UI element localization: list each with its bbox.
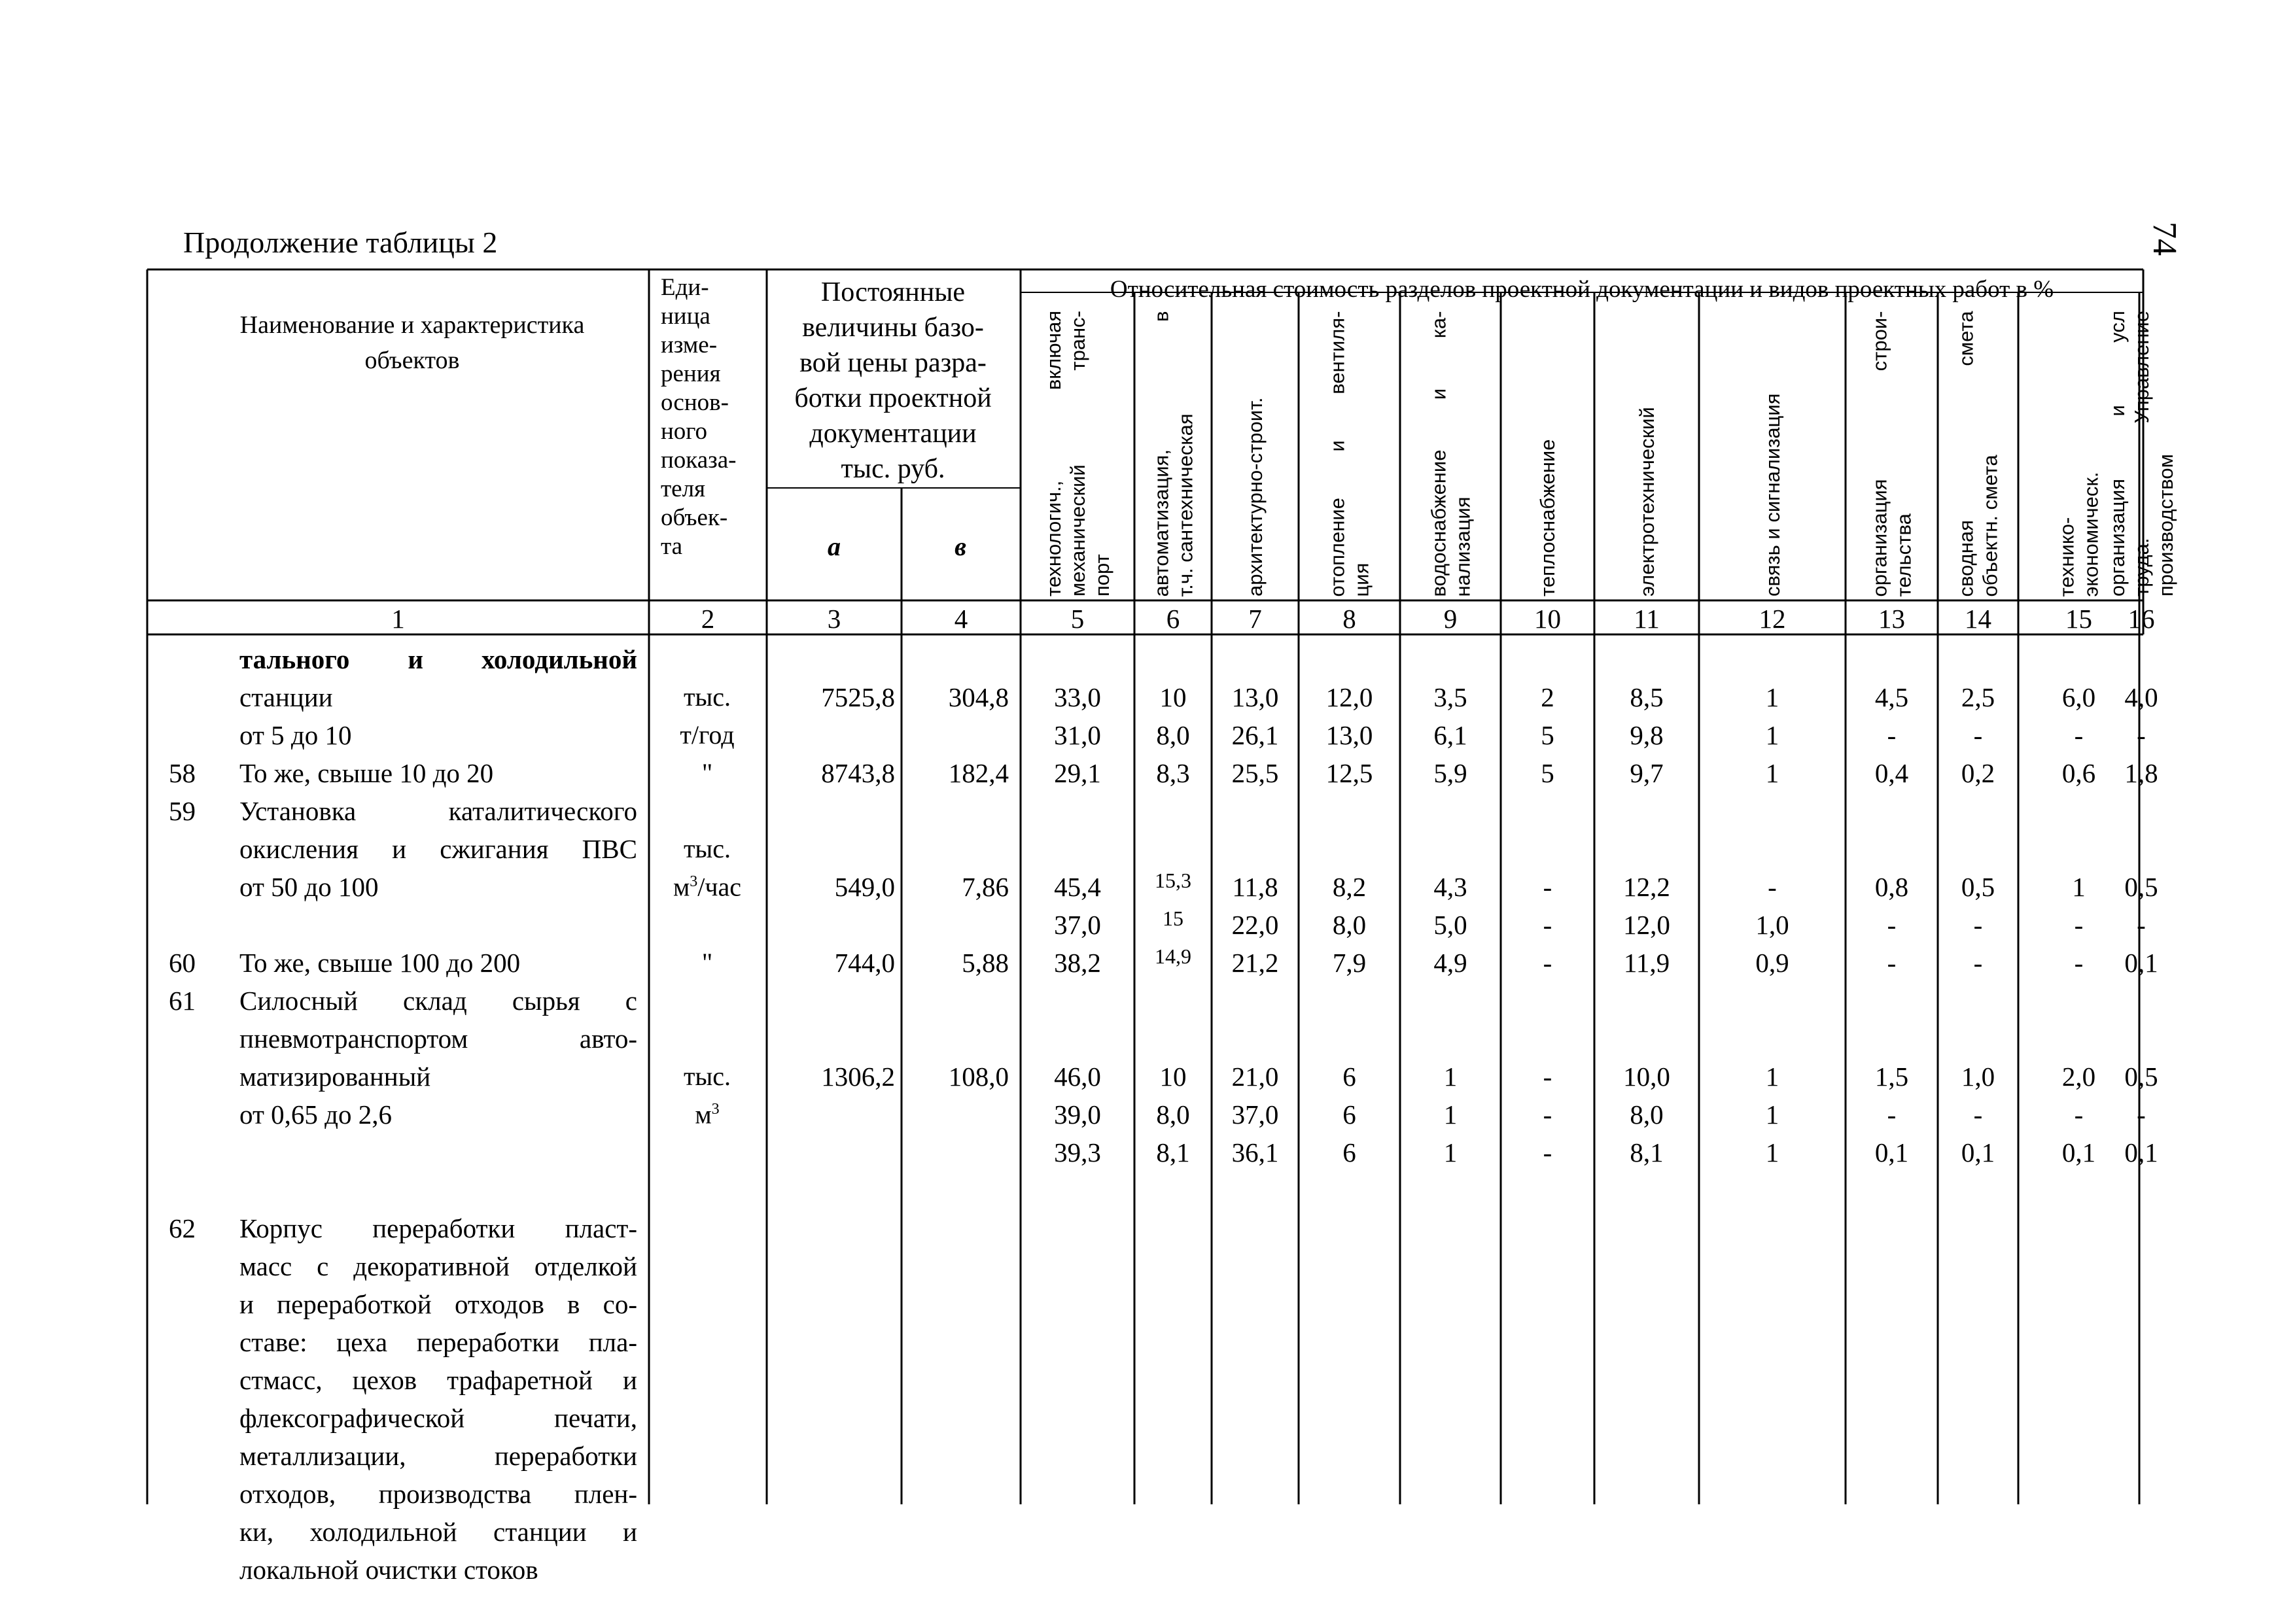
value-cell: 12,0 [1623, 910, 1670, 940]
value-cell: - [1887, 1099, 1897, 1130]
column-number: 7 [1248, 604, 1262, 634]
value-cell: 1 [1765, 682, 1779, 712]
section-header-15 [2055, 298, 2103, 596]
unit-cell: " [701, 948, 713, 977]
unit-rest: /час [697, 872, 742, 902]
object-name-line: флексографической печати, [239, 1403, 637, 1433]
value-cell: 9,7 [1630, 758, 1664, 788]
unit-cell [695, 1101, 719, 1128]
section-header-line: технологич., включая [1042, 311, 1065, 596]
value-cell: 5,0 [1433, 910, 1467, 940]
value-cell: 0,1 [2061, 1137, 2096, 1167]
section-header-line: связь и сигнализация [1761, 393, 1784, 596]
header-constant-line: величины базо- [802, 313, 984, 343]
value-cell: 10 [1159, 1062, 1187, 1092]
value-cell: 25,5 [1231, 758, 1279, 788]
row-number: 62 [169, 1213, 196, 1243]
value-cell: 11,9 [1623, 948, 1670, 978]
value-cell: 39,3 [1054, 1137, 1101, 1167]
value-cell: 9,8 [1630, 720, 1664, 750]
row-number: 59 [169, 796, 196, 826]
section-header-line: технико- [2055, 517, 2078, 596]
value-cell: 0,5 [1961, 872, 1995, 902]
value-cell: 0,4 [1874, 758, 1909, 788]
header-unit-line: теля [661, 475, 706, 502]
value-cell: 12,0 [1325, 682, 1373, 712]
object-name-line: и переработкой отходов в со- [239, 1289, 637, 1319]
object-name-line: масс с декоративной отделкой [239, 1251, 637, 1281]
column-number: 9 [1443, 604, 1458, 634]
value-cell: 1 [1765, 1062, 1779, 1092]
column-number: 13 [1878, 604, 1905, 634]
section-header-16 [2105, 298, 2178, 596]
value-cell: - [1973, 720, 1983, 750]
section-header-line: организация и усл [2105, 311, 2129, 596]
column-number: 15 [2065, 604, 2092, 634]
table-caption: Продолжение таблицы 2 [183, 226, 498, 259]
value-cell: 13,0 [1325, 720, 1373, 750]
value-cell: 0,1 [2124, 1137, 2158, 1167]
section-header-10 [1535, 298, 1560, 596]
section-header-line: водоснабжение и ка- [1427, 311, 1450, 596]
object-name-line: Корпус переработки пласт- [239, 1213, 637, 1243]
value-cell: - [1768, 872, 1777, 902]
value-cell: 8,1 [1630, 1137, 1664, 1167]
section-header-line: нализация [1451, 496, 1474, 596]
section-header-line: объектн. смета [1978, 454, 2002, 596]
object-name-line: ставе: цеха переработки пла- [239, 1327, 637, 1357]
object-name-line: от 0,65 до 2,6 [239, 1099, 392, 1130]
value-cell: 4,5 [1874, 682, 1909, 712]
value-cell: 182,4 [948, 758, 1009, 788]
value-cell: 1 [1443, 1137, 1458, 1167]
section-header-5 [1042, 298, 1114, 596]
value-cell: 8,0 [1156, 720, 1190, 750]
value-cell: 10,0 [1623, 1062, 1670, 1092]
value-cell: 45,4 [1054, 872, 1101, 902]
value-cell: - [2074, 1099, 2084, 1130]
value-cell: 1306,2 [821, 1062, 895, 1092]
object-name-line: Силосный склад сырья с [239, 986, 637, 1016]
unit-cell: т/год [680, 720, 735, 750]
value-cell: - [1543, 1137, 1552, 1167]
object-name-line: тального и холодильной [239, 644, 637, 674]
value-cell: 2,5 [1961, 682, 1995, 712]
value-cell: 6 [1342, 1099, 1356, 1130]
header-unit-line: показа- [661, 447, 737, 474]
section-header-line: труда. Управление [2129, 311, 2153, 596]
value-cell: 0,1 [1961, 1137, 1995, 1167]
row-number: 61 [169, 986, 196, 1016]
value-cell: 1,0 [1961, 1062, 1995, 1092]
section-header-line: механический транс- [1066, 311, 1089, 596]
header-unit-line: основ- [661, 389, 729, 416]
value-cell: 4,0 [2124, 682, 2158, 712]
value-cell: 8,5 [1630, 682, 1664, 712]
section-header-line: отопление и вентиля- [1325, 311, 1349, 596]
value-cell: - [1543, 948, 1552, 978]
value-cell: - [2137, 1099, 2146, 1130]
column-number: 3 [827, 604, 841, 634]
row-number: 60 [169, 948, 196, 978]
header-constant-line: тыс. руб. [841, 454, 945, 484]
value-cell: - [2137, 720, 2146, 750]
section-header-line: автоматизация, в [1149, 311, 1172, 596]
value-cell: 10 [1159, 682, 1187, 712]
section-header-line: теплоснабжение [1536, 439, 1559, 596]
section-header-7 [1243, 298, 1267, 596]
value-cell: - [1973, 910, 1983, 940]
object-name-line: отходов, производства плен- [239, 1479, 637, 1509]
value-cell: 5,88 [962, 948, 1009, 978]
section-header-9 [1426, 298, 1475, 596]
object-name-line: То же, свыше 100 до 200 [239, 948, 521, 978]
value-cell: 21,0 [1231, 1062, 1279, 1092]
object-name-line: от 50 до 100 [239, 872, 379, 902]
value-cell: 6 [1342, 1062, 1356, 1092]
value-cell: 8,0 [1630, 1099, 1664, 1130]
value-cell: - [2074, 910, 2084, 940]
value-cell: - [1973, 1099, 1983, 1130]
value-cell: 5 [1541, 720, 1554, 750]
value-cell: 8,3 [1156, 758, 1190, 788]
unit-base: м [673, 872, 690, 902]
value-cell: - [1543, 872, 1552, 902]
column-number: 16 [2128, 604, 2155, 634]
value-cell: 5,9 [1433, 758, 1467, 788]
value-cell: 22,0 [1231, 910, 1279, 940]
value-cell: 1,8 [2124, 758, 2158, 788]
column-number: 5 [1070, 604, 1085, 634]
section-header-line: тельства [1892, 513, 1916, 596]
value-cell: 8,0 [1156, 1099, 1190, 1130]
value-cell: - [2137, 910, 2146, 940]
value-cell: 26,1 [1231, 720, 1279, 750]
value-cell: 0,2 [1961, 758, 1995, 788]
value-cell: 36,1 [1231, 1137, 1279, 1167]
value-cell: 0,8 [1874, 872, 1909, 902]
object-name-line: Установка каталитического [239, 796, 637, 826]
object-name-line: стмасс, цехов трафаретной и [239, 1365, 637, 1395]
value-cell: 15,3 [1155, 869, 1191, 892]
value-cell: 0,1 [2124, 948, 2158, 978]
value-cell: 21,2 [1231, 948, 1279, 978]
section-header-line: ция [1350, 562, 1373, 596]
column-number: 4 [954, 604, 968, 634]
header-unit-line: рения [661, 360, 721, 387]
section-header-line: порт [1090, 554, 1113, 596]
value-cell: 2,0 [2061, 1062, 2096, 1092]
value-cell: 8,0 [1332, 910, 1367, 940]
value-cell: - [1887, 948, 1897, 978]
value-cell: 304,8 [948, 682, 1009, 712]
page-number: 74 [2146, 222, 2183, 256]
section-header-line: электротехнический [1635, 407, 1658, 596]
object-name-line: от 5 до 10 [239, 720, 352, 750]
header-col-b: в [955, 532, 966, 561]
value-cell: 8743,8 [821, 758, 895, 788]
value-cell: 549,0 [834, 872, 895, 902]
value-cell: 31,0 [1054, 720, 1101, 750]
unit-superscript: 3 [711, 1101, 720, 1118]
value-cell: - [1887, 720, 1897, 750]
header-constant-line: документации [809, 419, 977, 449]
column-number: 6 [1166, 604, 1180, 634]
object-name-line: То же, свыше 10 до 20 [239, 758, 494, 788]
unit-base: м [695, 1099, 712, 1130]
header-col-a: а [828, 532, 841, 561]
value-cell: - [1543, 910, 1552, 940]
value-cell: 39,0 [1054, 1099, 1101, 1130]
unit-cell: тыс. [683, 682, 731, 712]
column-number: 14 [1965, 604, 1991, 634]
column-number: 11 [1634, 604, 1660, 634]
value-cell: - [1543, 1062, 1552, 1092]
value-cell: 744,0 [834, 948, 895, 978]
header-constant-line: вой цены разра- [799, 348, 987, 378]
value-cell: 33,0 [1054, 682, 1101, 712]
object-name-line: окисления и сжигания ПВС [239, 834, 637, 864]
section-header-line: организация строи- [1868, 311, 1891, 596]
value-cell: - [2074, 948, 2084, 978]
value-cell: 0,5 [2124, 1062, 2158, 1092]
object-name-line: локальной очистки стоков [239, 1555, 538, 1585]
header-relative-cost: Относительная стоимость разделов проектной документации и видов проектных работ в % [1110, 276, 2054, 303]
value-cell: - [1887, 910, 1897, 940]
header-unit [649, 273, 765, 561]
object-name-line: металлизации, переработки [239, 1441, 637, 1471]
value-cell: 5 [1541, 758, 1554, 788]
value-cell: 7,86 [962, 872, 1009, 902]
value-cell: 14,9 [1155, 944, 1191, 968]
header-name: Наименование и характеристика объектов [239, 311, 585, 374]
value-cell: 6,0 [2061, 682, 2096, 712]
column-number: 8 [1342, 604, 1356, 634]
value-cell: 13,0 [1231, 682, 1279, 712]
value-cell: 0,9 [1755, 948, 1789, 978]
header-unit-line: объек- [661, 504, 728, 531]
object-name-line: ки, холодильной станции и [239, 1517, 637, 1547]
column-number: 12 [1759, 604, 1786, 634]
value-cell: 29,1 [1054, 758, 1101, 788]
header-unit-line: та [661, 533, 683, 560]
section-header-line: архитектурно-строит. [1244, 397, 1267, 596]
section-header-12 [1761, 298, 1785, 596]
value-cell: 1 [1765, 720, 1779, 750]
column-number: 1 [391, 604, 405, 634]
section-header-line: экономическ. [2079, 471, 2103, 596]
value-cell: 6,1 [1433, 720, 1467, 750]
value-cell: 12,5 [1325, 758, 1373, 788]
value-cell: 7,9 [1332, 948, 1367, 978]
value-cell: 8,1 [1156, 1137, 1190, 1167]
unit-superscript: 3 [690, 873, 698, 890]
section-header-line: сводная смета [1954, 311, 1978, 596]
value-cell: 8,2 [1332, 872, 1367, 902]
unit-cell: тыс. [683, 1062, 731, 1091]
value-cell: 4,3 [1433, 872, 1467, 902]
value-cell: - [1973, 948, 1983, 978]
value-cell: 1 [1765, 1137, 1779, 1167]
value-cell: 0,1 [1874, 1137, 1909, 1167]
section-header-6 [1149, 298, 1197, 596]
header-unit-line: изме- [661, 332, 718, 358]
section-header-8 [1325, 298, 1374, 596]
column-number: 2 [701, 604, 715, 634]
value-cell: 0,5 [2124, 872, 2158, 902]
value-cell: 2 [1541, 682, 1554, 712]
value-cell: 1 [1443, 1099, 1458, 1130]
column-number: 10 [1534, 604, 1561, 634]
section-header-line: производством [2154, 454, 2177, 596]
section-header-14 [1954, 298, 2003, 596]
object-name-line: пневмотранспортом авто- [239, 1024, 637, 1054]
section-header-13 [1868, 298, 1916, 596]
value-cell: 12,2 [1623, 872, 1670, 902]
header-constant-values [767, 275, 1019, 487]
header-unit-line: ница [661, 303, 710, 330]
value-cell: 37,0 [1231, 1099, 1279, 1130]
value-cell: 46,0 [1054, 1062, 1101, 1092]
value-cell: 11,8 [1232, 872, 1278, 902]
header-constant-line: Постоянные [820, 277, 966, 307]
section-header-line: т.ч. сантехническая [1174, 413, 1197, 596]
header-constant-line: ботки проектной [794, 383, 992, 413]
value-cell: 3,5 [1433, 682, 1467, 712]
unit-cell [673, 874, 741, 900]
value-cell: 1 [2072, 872, 2086, 902]
section-header-11 [1635, 298, 1659, 596]
value-cell: 37,0 [1054, 910, 1101, 940]
unit-cell: тыс. [683, 834, 731, 863]
object-name-line: станции [239, 682, 333, 712]
header-unit-line: Еди- [661, 274, 709, 301]
value-cell: 15 [1163, 907, 1183, 930]
value-cell: 0,6 [2061, 758, 2096, 788]
row-number: 58 [169, 758, 196, 788]
header-unit-line: ного [661, 418, 708, 445]
value-cell: 38,2 [1054, 948, 1101, 978]
object-name-line: матизированный [239, 1062, 431, 1092]
unit-cell: " [701, 758, 713, 787]
value-cell: 1,0 [1755, 910, 1789, 940]
value-cell: 4,9 [1433, 948, 1467, 978]
value-cell: - [2074, 720, 2084, 750]
value-cell: 108,0 [948, 1062, 1009, 1092]
value-cell: 1,5 [1874, 1062, 1909, 1092]
value-cell: 7525,8 [821, 682, 895, 712]
value-cell: 1 [1765, 1099, 1779, 1130]
value-cell: 1 [1765, 758, 1779, 788]
value-cell: 1 [1443, 1062, 1458, 1092]
value-cell: - [1543, 1099, 1552, 1130]
value-cell: 6 [1342, 1137, 1356, 1167]
